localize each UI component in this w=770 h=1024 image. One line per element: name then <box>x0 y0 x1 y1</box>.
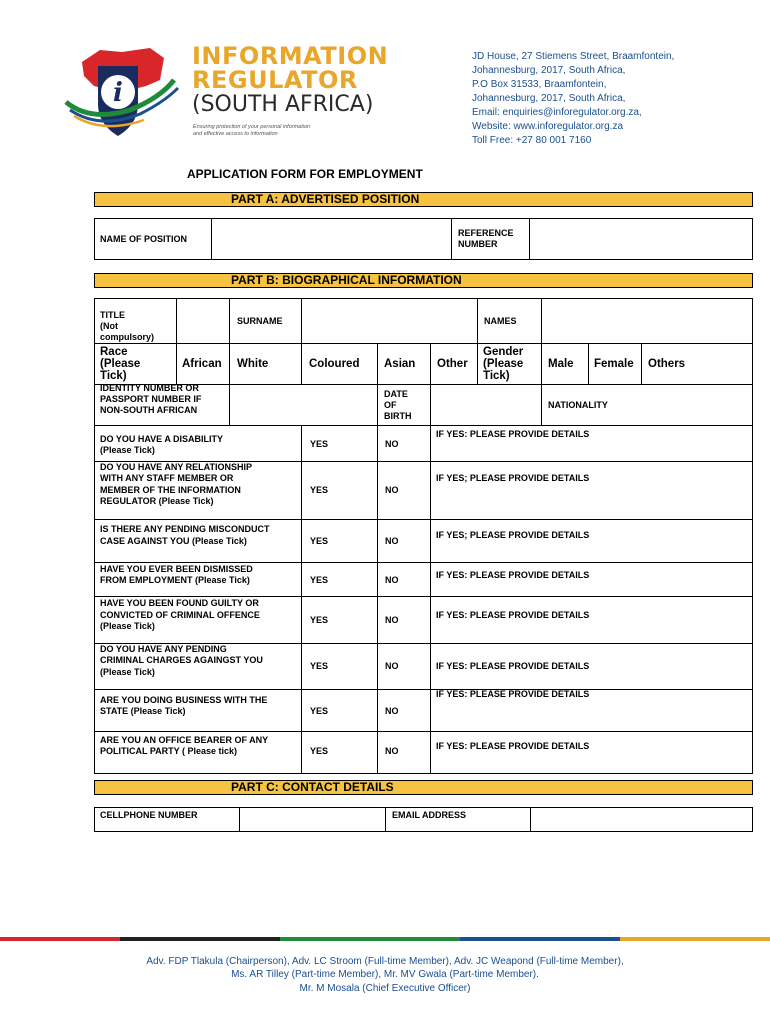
question-label: DO YOU HAVE ANY PENDING <box>100 644 227 654</box>
address-line: P.O Box 31533, Braamfontein, <box>472 79 607 90</box>
name-of-position-field[interactable] <box>212 219 450 259</box>
race-label: Tick) <box>100 370 127 382</box>
yes-option[interactable]: YES <box>310 439 329 449</box>
cellphone-field[interactable] <box>240 808 384 831</box>
yes-option[interactable]: YES <box>310 485 329 495</box>
question-label: (Please Tick) <box>100 667 155 677</box>
question-label: POLITICAL PARTY ( Please tick) <box>100 746 238 756</box>
part-b-heading: PART B: BIOGRAPHICAL INFORMATION <box>231 273 462 287</box>
details-field[interactable]: IF YES: PLEASE PROVIDE DETAILS <box>436 429 590 439</box>
nationality-label: NATIONALITY <box>548 400 608 410</box>
title-label: (Not <box>100 321 118 331</box>
title-field[interactable] <box>177 299 228 342</box>
reference-number-label: NUMBER <box>458 239 498 249</box>
cellphone-label: CELLPHONE NUMBER <box>100 810 198 820</box>
question-label: ARE YOU AN OFFICE BEARER OF ANY <box>100 735 269 745</box>
brand-name-line1: INFORMATION <box>192 42 389 70</box>
question-label: ARE YOU DOING BUSINESS WITH THE <box>100 695 268 705</box>
question-label: DO YOU HAVE A DISABILITY <box>100 434 224 444</box>
yes-option[interactable]: YES <box>310 615 329 625</box>
no-option[interactable]: NO <box>385 706 399 716</box>
race-label: Race <box>100 346 128 358</box>
address-line: JD House, 27 Stiemens Street, Braamfontein, <box>472 51 675 62</box>
gender-option-male[interactable]: Male <box>548 358 574 370</box>
details-field[interactable]: IF YES: PLEASE PROVIDE DETAILS <box>436 741 590 751</box>
part-c-heading-bar <box>94 780 753 795</box>
id-number-label: PASSPORT NUMBER IF <box>100 394 202 404</box>
gender-option-female[interactable]: Female <box>594 358 634 370</box>
svg-text:i: i <box>113 78 123 108</box>
question-label: IS THERE ANY PENDING MISCONDUCT <box>100 524 270 534</box>
footer-ceo-line: Mr. M Mosala (Chief Executive Officer) <box>299 983 471 994</box>
id-number-label: NON-SOUTH AFRICAN <box>100 405 198 415</box>
race-option-african[interactable]: African <box>182 358 222 370</box>
yes-option[interactable]: YES <box>310 746 329 756</box>
email-line[interactable]: Email: enquiries@inforegulator.org.za, <box>472 107 642 118</box>
surname-field[interactable] <box>302 299 476 342</box>
tagline-line2: and effective access to information <box>193 131 278 137</box>
part-a-heading-bar <box>94 192 753 207</box>
question-label: REGULATOR (Please Tick) <box>100 496 214 506</box>
footer-members-line2: Ms. AR Tilley (Part-time Member), Mr. MV Gwala (Part-time Member). <box>231 969 539 980</box>
details-field[interactable]: IF YES; PLEASE PROVIDE DETAILS <box>436 530 590 540</box>
yes-option[interactable]: YES <box>310 575 329 585</box>
name-of-position-label: NAME OF POSITION <box>100 234 188 244</box>
question-label: MEMBER OF THE INFORMATION <box>100 485 241 495</box>
question-label: DO YOU HAVE ANY RELATIONSHIP <box>100 462 253 472</box>
toll-free-line: Toll Free: +27 80 001 7160 <box>472 135 592 146</box>
reference-number-label: REFERENCE <box>458 228 514 238</box>
date-of-birth-label: BIRTH <box>384 411 412 421</box>
names-field[interactable] <box>542 299 752 342</box>
date-of-birth-label: OF <box>384 400 397 410</box>
website-line[interactable]: Website: www.inforegulator.org.za <box>472 121 624 132</box>
gender-label: Tick) <box>483 370 510 382</box>
gender-label: (Please <box>483 358 524 370</box>
race-option-asian[interactable]: Asian <box>384 358 416 370</box>
question-label: FROM EMPLOYMENT (Please Tick) <box>100 575 250 585</box>
surname-label: SURNAME <box>237 316 283 326</box>
no-option[interactable]: NO <box>385 661 399 671</box>
question-label: (Please Tick) <box>100 445 155 455</box>
id-number-field[interactable] <box>230 385 376 424</box>
no-option[interactable]: NO <box>385 485 399 495</box>
yes-option[interactable]: YES <box>310 706 329 716</box>
details-field[interactable]: IF YES: PLEASE PROVIDE DETAILS <box>436 570 590 580</box>
gender-label: Gender <box>483 346 524 358</box>
information-regulator-logo <box>60 40 190 150</box>
part-c-heading: PART C: CONTACT DETAILS <box>231 780 394 794</box>
yes-option[interactable]: YES <box>310 661 329 671</box>
footer-color-stripe <box>0 937 770 941</box>
part-b-heading-bar <box>94 273 753 288</box>
yes-option[interactable]: YES <box>310 536 329 546</box>
details-field[interactable]: IF YES; PLEASE PROVIDE DETAILS <box>436 473 590 483</box>
address-line: Johannesburg, 2017, South Africa, <box>472 93 626 104</box>
no-option[interactable]: NO <box>385 575 399 585</box>
brand-name-line2: REGULATOR <box>192 66 358 94</box>
no-option[interactable]: NO <box>385 746 399 756</box>
race-option-coloured[interactable]: Coloured <box>309 358 360 370</box>
race-label: (Please <box>100 358 141 370</box>
tagline-line1: Ensuring protection of your personal information <box>193 124 311 130</box>
id-number-label: IDENTITY NUMBER OR <box>100 383 199 393</box>
date-of-birth-field[interactable] <box>431 385 540 424</box>
question-label: (Please Tick) <box>100 621 155 631</box>
details-field[interactable]: IF YES: PLEASE PROVIDE DETAILS <box>436 610 590 620</box>
nationality-field[interactable] <box>630 385 752 424</box>
details-field[interactable]: IF YES: PLEASE PROVIDE DETAILS <box>436 689 590 699</box>
title-label: TITLE <box>100 310 125 320</box>
title-label: compulsory) <box>100 332 155 342</box>
question-label: HAVE YOU BEEN FOUND GUILTY OR <box>100 598 259 608</box>
email-label: EMAIL ADDRESS <box>392 810 467 820</box>
question-label: CONVICTED OF CRIMINAL OFFENCE <box>100 610 260 620</box>
no-option[interactable]: NO <box>385 536 399 546</box>
names-label: NAMES <box>484 316 517 326</box>
question-label: HAVE YOU EVER BEEN DISMISSED <box>100 564 253 574</box>
address-line: Johannesburg, 2017, South Africa, <box>472 65 626 76</box>
question-label: WITH ANY STAFF MEMBER OR <box>100 473 234 483</box>
date-of-birth-label: DATE <box>384 389 408 399</box>
form-title: APPLICATION FORM FOR EMPLOYMENT <box>187 167 423 181</box>
part-a-heading: PART A: ADVERTISED POSITION <box>231 192 420 206</box>
no-option[interactable]: NO <box>385 615 399 625</box>
footer-members-line1: Adv. FDP Tlakula (Chairperson), Adv. LC Stroom (Full-time Member), Adv. JC Weapond (Full-time Member), <box>146 956 624 967</box>
brand-name-line3: (SOUTH AFRICA) <box>192 92 374 117</box>
reference-number-field[interactable] <box>530 219 752 259</box>
question-label: STATE (Please Tick) <box>100 706 186 716</box>
email-field[interactable] <box>531 808 752 831</box>
no-option[interactable]: NO <box>385 439 399 449</box>
question-label: CASE AGAINST YOU (Please Tick) <box>100 536 247 546</box>
gender-option-others[interactable]: Others <box>648 358 686 370</box>
race-option-white[interactable]: White <box>237 358 269 370</box>
race-option-other[interactable]: Other <box>437 358 468 370</box>
details-field[interactable]: IF YES: PLEASE PROVIDE DETAILS <box>436 661 590 671</box>
question-label: CRIMINAL CHARGES AGAINGST YOU <box>100 655 263 665</box>
